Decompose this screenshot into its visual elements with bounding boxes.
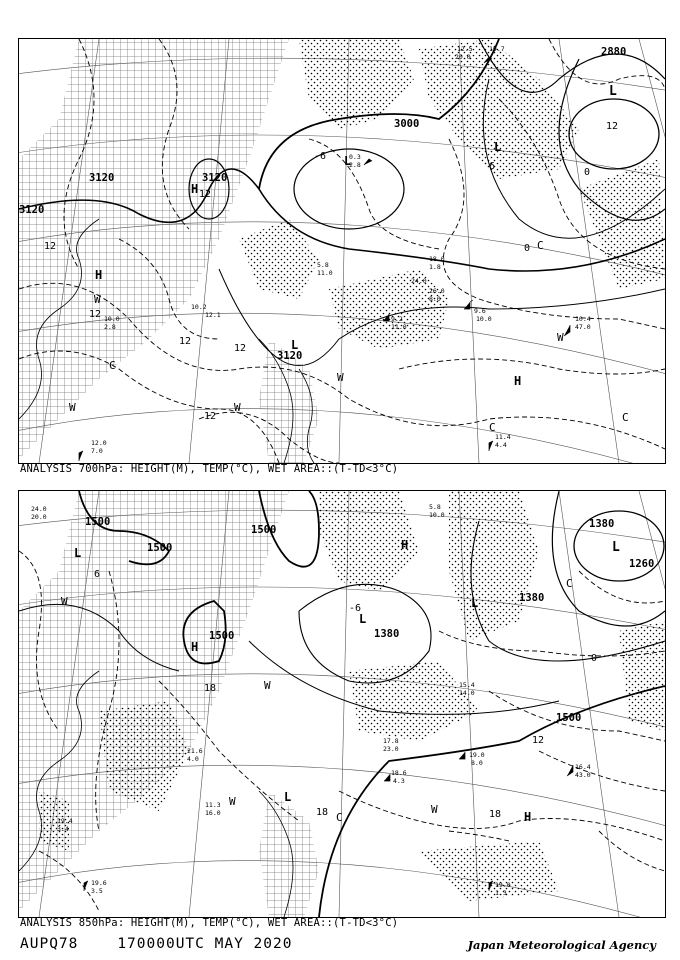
bulletin-id: AUPQ78 (20, 936, 79, 952)
height-label: 3120 (202, 172, 228, 184)
temp-label: 0 (524, 243, 531, 254)
station-value: 11.0 (317, 269, 333, 277)
station-value: 16.0 (205, 809, 221, 817)
low-mark: L (359, 612, 367, 626)
station-value: 5.8 (317, 261, 329, 269)
low-mark: L (291, 338, 299, 352)
station-value: 19.6 (91, 879, 107, 887)
station-value: 10.0 (476, 315, 492, 323)
station-value: 24.0 (411, 277, 427, 285)
station-value: 2.8 (104, 323, 116, 331)
temp-label: 0 (584, 167, 591, 178)
station-value: 3.4 (57, 825, 69, 833)
station-value: 10.0 (104, 315, 120, 323)
station-value: 10.4 (575, 315, 591, 323)
station-value: 26.0 (429, 287, 445, 295)
cold-mark: C (622, 411, 629, 424)
station-value: 1.8 (429, 263, 441, 271)
station-value: 8.0 (429, 295, 441, 303)
station-value: 10.2 (191, 303, 207, 311)
warm-mark: W (234, 401, 241, 414)
temp-label: 12 (179, 336, 192, 347)
station-value: 11.4 (495, 433, 511, 441)
station-value: 7.0 (91, 447, 103, 455)
station-value: 4.4 (495, 441, 507, 449)
station-value: 20.0 (455, 53, 471, 61)
low-mark: L (471, 596, 479, 610)
low-mark: L (284, 790, 292, 804)
temp-label: 12 (234, 343, 247, 354)
height-label: 3120 (19, 204, 45, 216)
temp-label: 12 (532, 735, 545, 746)
station-value: 14.0 (459, 689, 475, 697)
high-mark: H (191, 182, 199, 196)
height-label: 1500 (147, 542, 173, 554)
height-label: 1500 (251, 524, 277, 536)
height-label: 1380 (589, 518, 615, 530)
warm-mark: W (61, 595, 68, 608)
station-value: 10.7 (489, 45, 505, 53)
height-label: 3120 (89, 172, 115, 184)
height-label: 1380 (374, 628, 400, 640)
map-850hpa-canvas (19, 491, 665, 917)
low-mark: L (609, 84, 617, 99)
high-mark: H (514, 374, 522, 388)
high-mark: H (191, 640, 199, 654)
station-value: 5.8 (429, 503, 441, 511)
station-value: 9.2 (391, 315, 403, 323)
temp-label: -6 (349, 603, 362, 614)
bulletin-header (20, 936, 292, 952)
high-mark: H (524, 810, 532, 824)
low-mark: L (494, 140, 502, 154)
station-value: 15.4 (459, 681, 475, 689)
station-value: 4.3 (393, 777, 405, 785)
warm-mark: W (431, 803, 438, 816)
station-value: 0.3 (349, 153, 361, 161)
station-value: 4.0 (187, 755, 199, 763)
station-value: 12.1 (205, 311, 221, 319)
temp-label: 18 (316, 807, 329, 818)
map-850hpa (18, 490, 666, 918)
temp-label: -6 (314, 151, 327, 162)
caption-850hpa: ANALYSIS 850hPa: HEIGHT(M), TEMP(°C), WET AREA::(T-TD<3°C) (20, 917, 399, 929)
temp-label: 12 (89, 309, 102, 320)
valid-time: 170000UTC MAY 2020 (117, 936, 293, 952)
warm-mark: W (264, 679, 271, 692)
station-value: 11.3 (205, 801, 221, 809)
station-value: 8.0 (471, 759, 483, 767)
height-label: 1260 (629, 558, 655, 570)
warm-mark: W (94, 293, 101, 306)
height-label: 2880 (601, 46, 627, 58)
station-value: 21.6 (187, 747, 203, 755)
caption-700hpa: ANALYSIS 700hPa: HEIGHT(M), TEMP(°C), WET AREA::(T-TD<3°C) (20, 463, 399, 475)
temp-label: 6 (489, 161, 496, 172)
map-700hpa (18, 38, 666, 464)
warm-mark: W (229, 795, 236, 808)
station-value: 19.0 (469, 751, 485, 759)
station-value: 19.0 (495, 881, 511, 889)
temp-label: 12 (199, 189, 212, 200)
station-value: 24.0 (31, 505, 47, 513)
station-value: 47.0 (575, 323, 591, 331)
cold-mark: C (489, 421, 496, 434)
cold-mark: C (109, 359, 116, 372)
temp-label: 6 (94, 569, 101, 580)
map-700hpa-canvas (19, 39, 665, 463)
station-value: 18.0 (429, 255, 445, 263)
temp-label: 12 (204, 411, 217, 422)
temp-label: 12 (606, 121, 619, 132)
station-value: 43.0 (575, 771, 591, 779)
low-mark: L (612, 540, 620, 555)
cold-mark: C (336, 811, 343, 824)
station-value: 12.0 (91, 439, 107, 447)
wet-areas (239, 39, 665, 349)
cold-mark: C (537, 239, 544, 252)
height-label: 1500 (85, 516, 111, 528)
station-value: 12.5 (457, 45, 473, 53)
station-value: 18.6 (391, 769, 407, 777)
height-label: 1380 (519, 592, 545, 604)
height-label: 1500 (209, 630, 235, 642)
station-value: 3.5 (91, 887, 103, 895)
station-value: 11.0 (391, 323, 407, 331)
cold-mark: C (566, 577, 573, 590)
temp-label: 18 (489, 809, 502, 820)
low-mark: L (344, 154, 352, 168)
agency-name: Japan Meteorological Agency (467, 938, 656, 952)
warm-mark: W (557, 331, 564, 344)
height-label: 3000 (394, 118, 420, 130)
temp-label: 0 (591, 653, 598, 664)
warm-mark: W (69, 401, 76, 414)
warm-mark: W (337, 371, 344, 384)
station-value: 10.0 (429, 511, 445, 519)
high-mark: H (401, 538, 409, 552)
high-mark: H (95, 268, 103, 282)
height-label: 3120 (277, 350, 303, 362)
low-mark: L (74, 546, 82, 560)
station-value: 9.6 (474, 307, 486, 315)
station-value: 16.4 (575, 763, 591, 771)
temp-label: 12 (44, 241, 57, 252)
station-value: 2.8 (349, 161, 361, 169)
station-value: 1.3 (495, 889, 507, 897)
height-label: 1500 (556, 712, 582, 724)
station-value: 20.0 (31, 513, 47, 521)
temp-label: 18 (204, 683, 217, 694)
station-value: 19.4 (57, 817, 73, 825)
station-value: 23.0 (383, 745, 399, 753)
station-value: 17.8 (383, 737, 399, 745)
